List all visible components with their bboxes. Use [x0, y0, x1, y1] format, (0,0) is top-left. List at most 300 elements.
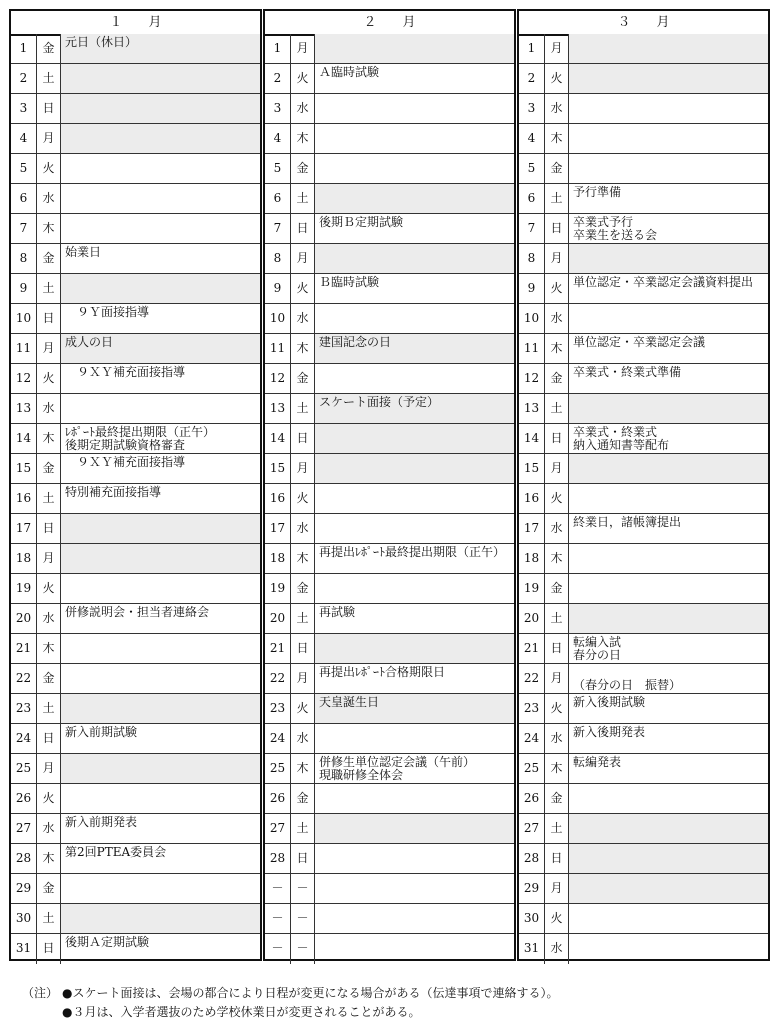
day-number: 16 [265, 484, 291, 513]
weekday: 水 [291, 724, 315, 753]
day-number: － [265, 904, 291, 933]
day-number: 22 [265, 664, 291, 693]
event-text [61, 874, 260, 903]
event-text: 後期Ｂ定期試験 [319, 215, 404, 229]
day-number: 5 [519, 154, 545, 183]
event-text [569, 394, 768, 423]
weekday: 金 [545, 784, 569, 813]
day-row [519, 934, 768, 964]
event-text: ９ＸＹ補充面接指導 [65, 365, 186, 379]
day-number: 26 [11, 784, 37, 813]
event-text [315, 154, 514, 183]
weekday: 月 [291, 664, 315, 693]
event-text [61, 214, 260, 243]
event-text: （春分の日 振替） [573, 678, 682, 692]
event-text [315, 484, 514, 513]
event-text [315, 94, 514, 123]
day-number: － [265, 874, 291, 903]
day-row [519, 154, 768, 184]
day-row [519, 544, 768, 574]
event-text [315, 514, 514, 543]
event-text [569, 304, 768, 333]
month-header: １ 月 [11, 11, 260, 36]
day-row [265, 574, 514, 604]
day-number: 21 [265, 634, 291, 663]
weekday: － [291, 874, 315, 903]
day-row [11, 34, 260, 64]
event-text [569, 484, 768, 513]
weekday: 水 [37, 814, 61, 843]
weekday: 水 [37, 184, 61, 213]
event-text: 卒業式・終業式 納入通知書等配布 [573, 425, 670, 452]
event-text: 建国記念の日 [315, 334, 514, 363]
day-number: 20 [265, 604, 291, 633]
weekday: 木 [37, 214, 61, 243]
day-number: 10 [11, 304, 37, 333]
event-text: 第2回PTEA委員会 [65, 845, 167, 859]
weekday: 月 [37, 124, 61, 153]
weekday: 日 [291, 424, 315, 453]
weekday: 土 [37, 64, 61, 93]
day-row [519, 394, 768, 424]
weekday: 水 [545, 724, 569, 753]
weekday: － [291, 934, 315, 964]
weekday: 土 [37, 484, 61, 513]
day-row [519, 514, 768, 544]
weekday: 木 [545, 754, 569, 783]
day-number: 17 [519, 514, 545, 543]
day-number: 21 [519, 634, 545, 663]
event-text: 再提出ﾚﾎﾟｰﾄ最終提出期限（正午） [319, 545, 506, 559]
day-row [265, 784, 514, 814]
day-row [265, 544, 514, 574]
day-number: 31 [519, 934, 545, 964]
event-text: 併修生単位認定会議（午前） 現職研修全体会 [319, 755, 476, 782]
day-row [11, 814, 260, 844]
day-row [265, 244, 514, 274]
event-text [569, 94, 768, 123]
event-text: 新入後期試験 [573, 695, 646, 709]
day-number: 29 [519, 874, 545, 903]
day-number: 1 [265, 34, 291, 63]
day-row [519, 904, 768, 934]
weekday: 月 [37, 334, 61, 363]
weekday: 火 [545, 904, 569, 933]
event-text [61, 184, 260, 213]
day-number: 26 [519, 784, 545, 813]
month-header: ３ 月 [519, 11, 768, 36]
day-number: 17 [11, 514, 37, 543]
day-number: 25 [11, 754, 37, 783]
event-text [61, 694, 260, 723]
event-text [569, 574, 768, 603]
weekday: 月 [545, 244, 569, 273]
day-number: 10 [265, 304, 291, 333]
weekday: 土 [37, 274, 61, 303]
event-text [61, 664, 260, 693]
day-number: 25 [519, 754, 545, 783]
event-text: 卒業式・終業式準備 [573, 365, 682, 379]
event-text [315, 34, 514, 63]
weekday: 木 [37, 844, 61, 873]
day-number: 9 [265, 274, 291, 303]
day-number: 27 [11, 814, 37, 843]
day-row [265, 754, 514, 784]
day-row [265, 424, 514, 454]
event-text [315, 304, 514, 333]
day-number: 2 [265, 64, 291, 93]
weekday: 木 [291, 754, 315, 783]
weekday: 水 [37, 604, 61, 633]
event-text [315, 724, 514, 753]
weekday: 木 [291, 334, 315, 363]
day-number: 12 [11, 364, 37, 393]
event-text: 始業日 [65, 245, 102, 259]
month-february [263, 9, 516, 961]
day-row [519, 484, 768, 514]
weekday: 木 [37, 424, 61, 453]
day-row [519, 424, 768, 454]
weekday: 火 [37, 784, 61, 813]
weekday: 土 [545, 604, 569, 633]
event-text: 新入前期発表 [65, 815, 138, 829]
day-row [519, 124, 768, 154]
event-text [61, 124, 260, 153]
day-number: 23 [11, 694, 37, 723]
day-row [11, 514, 260, 544]
day-row [265, 634, 514, 664]
day-number: 8 [265, 244, 291, 273]
event-text [569, 844, 768, 873]
day-number: 13 [519, 394, 545, 423]
day-number: 19 [519, 574, 545, 603]
month-header: ２ 月 [265, 11, 514, 36]
day-row [11, 784, 260, 814]
event-text: 単位認定・卒業認定会議資料提出 [573, 275, 754, 289]
day-row [11, 274, 260, 304]
day-number: 4 [265, 124, 291, 153]
day-number: 9 [11, 274, 37, 303]
weekday: 日 [37, 514, 61, 543]
weekday: 月 [37, 544, 61, 573]
day-row [265, 64, 514, 94]
note-item: ●３月は、入学者選抜のため学校休業日が変更されることがある。 [62, 1005, 421, 1019]
day-number: 15 [519, 454, 545, 483]
event-text: 卒業式予行 卒業生を送る会 [573, 215, 658, 242]
day-number: 3 [265, 94, 291, 123]
day-number: 22 [11, 664, 37, 693]
weekday: 水 [545, 304, 569, 333]
day-number: 7 [265, 214, 291, 243]
day-row [265, 904, 514, 934]
day-number: 2 [11, 64, 37, 93]
event-text: 予行準備 [573, 185, 622, 199]
day-row [265, 514, 514, 544]
event-text [61, 514, 260, 543]
weekday: 火 [37, 364, 61, 393]
event-text: 後期Ａ定期試験 [65, 935, 150, 949]
day-row [11, 424, 260, 454]
day-row [265, 124, 514, 154]
day-row [11, 754, 260, 784]
day-row [519, 754, 768, 784]
event-text: ﾚﾎﾟｰﾄ最終提出期限（正午） 後期定期試験資格審査 [65, 425, 216, 452]
event-text [569, 544, 768, 573]
day-number: 27 [265, 814, 291, 843]
day-number: 31 [11, 934, 37, 964]
notes-label: （注） [22, 986, 59, 1000]
event-text [315, 454, 514, 483]
event-text: ９Ｙ面接指導 [65, 305, 150, 319]
day-row [519, 604, 768, 634]
event-text [61, 634, 260, 663]
day-row [265, 364, 514, 394]
day-row [11, 934, 260, 964]
day-number: 1 [519, 34, 545, 63]
day-row [11, 844, 260, 874]
event-text [569, 64, 768, 93]
day-row [11, 244, 260, 274]
day-number: 17 [265, 514, 291, 543]
day-row [519, 574, 768, 604]
event-text [315, 424, 514, 453]
weekday: 火 [545, 274, 569, 303]
day-number: 27 [519, 814, 545, 843]
event-text: Ａ臨時試験 [319, 65, 380, 79]
event-text [315, 904, 514, 933]
weekday: 金 [545, 364, 569, 393]
day-row [11, 304, 260, 334]
day-number: 6 [265, 184, 291, 213]
day-number: 8 [11, 244, 37, 273]
event-text [61, 94, 260, 123]
day-row [519, 64, 768, 94]
day-row [519, 34, 768, 64]
weekday: 火 [545, 484, 569, 513]
weekday: 火 [291, 484, 315, 513]
event-text [569, 604, 768, 633]
day-row [265, 604, 514, 634]
day-row [11, 544, 260, 574]
event-text: 再提出ﾚﾎﾟｰﾄ合格期限日 [319, 665, 446, 679]
weekday: 火 [291, 274, 315, 303]
weekday: 火 [291, 694, 315, 723]
day-row [11, 124, 260, 154]
event-text [315, 184, 514, 213]
day-number: 5 [265, 154, 291, 183]
day-row [11, 694, 260, 724]
event-text: Ｂ臨時試験 [319, 275, 380, 289]
day-row [519, 214, 768, 244]
weekday: 土 [545, 394, 569, 423]
day-row [11, 94, 260, 124]
weekday: 火 [545, 64, 569, 93]
weekday: 土 [545, 814, 569, 843]
day-number: 24 [519, 724, 545, 753]
day-row [11, 454, 260, 484]
day-row [265, 154, 514, 184]
day-number: 18 [11, 544, 37, 573]
weekday: 月 [291, 454, 315, 483]
event-text [569, 934, 768, 964]
day-number: 19 [11, 574, 37, 603]
weekday: 日 [545, 844, 569, 873]
day-row [265, 484, 514, 514]
day-number: 2 [519, 64, 545, 93]
weekday: 金 [545, 574, 569, 603]
day-row [265, 934, 514, 964]
day-number: 14 [11, 424, 37, 453]
day-number: 11 [265, 334, 291, 363]
event-text [61, 904, 260, 933]
weekday: 木 [545, 544, 569, 573]
day-number: 30 [519, 904, 545, 933]
weekday: 火 [545, 694, 569, 723]
day-number: 24 [11, 724, 37, 753]
weekday: 水 [545, 514, 569, 543]
weekday: 土 [545, 184, 569, 213]
weekday: 水 [291, 304, 315, 333]
event-text [315, 364, 514, 393]
day-row [265, 214, 514, 244]
day-row [265, 394, 514, 424]
weekday: 火 [37, 154, 61, 183]
event-text [61, 394, 260, 423]
day-row [11, 184, 260, 214]
event-text [569, 124, 768, 153]
weekday: 日 [291, 844, 315, 873]
day-row [265, 874, 514, 904]
day-row [11, 64, 260, 94]
day-number: 18 [519, 544, 545, 573]
weekday: 金 [291, 364, 315, 393]
day-number: 12 [519, 364, 545, 393]
weekday: 水 [37, 394, 61, 423]
event-text [315, 574, 514, 603]
day-row [265, 184, 514, 214]
weekday: 木 [545, 124, 569, 153]
day-number: 1 [11, 34, 37, 63]
day-number: 20 [11, 604, 37, 633]
event-text [315, 634, 514, 663]
event-text [61, 574, 260, 603]
day-number: 19 [265, 574, 291, 603]
weekday: 土 [291, 184, 315, 213]
weekday: 月 [545, 34, 569, 63]
day-number: 20 [519, 604, 545, 633]
day-number: 24 [265, 724, 291, 753]
day-number: 16 [519, 484, 545, 513]
day-row [519, 94, 768, 124]
day-row [11, 214, 260, 244]
event-text [61, 784, 260, 813]
weekday: 木 [291, 124, 315, 153]
weekday: 金 [37, 244, 61, 273]
day-row [519, 244, 768, 274]
event-text: 新入前期試験 [65, 725, 138, 739]
weekday: 日 [291, 634, 315, 663]
day-number: － [265, 934, 291, 964]
event-text [315, 124, 514, 153]
event-text [315, 244, 514, 273]
day-number: 28 [519, 844, 545, 873]
weekday: 金 [291, 154, 315, 183]
weekday: 土 [291, 394, 315, 423]
weekday: 土 [37, 904, 61, 933]
day-number: 10 [519, 304, 545, 333]
day-row [519, 784, 768, 814]
weekday: 土 [37, 694, 61, 723]
day-row [519, 814, 768, 844]
day-row [11, 664, 260, 694]
day-row [265, 454, 514, 484]
day-number: 29 [11, 874, 37, 903]
event-text [569, 814, 768, 843]
day-row [265, 814, 514, 844]
day-row [519, 874, 768, 904]
day-row [11, 724, 260, 754]
weekday: 金 [291, 784, 315, 813]
event-text: 転編入試 春分の日 [573, 635, 622, 662]
weekday: 金 [37, 664, 61, 693]
day-number: 30 [11, 904, 37, 933]
weekday: 日 [37, 94, 61, 123]
day-number: 23 [265, 694, 291, 723]
weekday: 月 [545, 454, 569, 483]
day-row [519, 454, 768, 484]
day-number: 26 [265, 784, 291, 813]
day-number: 4 [519, 124, 545, 153]
day-row [265, 664, 514, 694]
weekday: 日 [37, 724, 61, 753]
day-number: 11 [11, 334, 37, 363]
day-row [519, 634, 768, 664]
event-text [61, 64, 260, 93]
day-number: 9 [519, 274, 545, 303]
weekday: 日 [37, 934, 61, 964]
day-row [519, 304, 768, 334]
day-number: 11 [519, 334, 545, 363]
calendar-table [9, 9, 770, 961]
weekday: 金 [291, 574, 315, 603]
day-row [11, 154, 260, 184]
day-row [519, 844, 768, 874]
day-number: 4 [11, 124, 37, 153]
day-row [265, 724, 514, 754]
event-text: 特別補充面接指導 [65, 485, 162, 499]
event-text [569, 454, 768, 483]
day-number: 16 [11, 484, 37, 513]
weekday: 月 [545, 664, 569, 693]
day-number: 28 [265, 844, 291, 873]
weekday: 金 [37, 454, 61, 483]
weekday: 日 [37, 304, 61, 333]
day-row [11, 634, 260, 664]
weekday: 日 [291, 214, 315, 243]
event-text: 転編発表 [573, 755, 622, 769]
day-number: 15 [11, 454, 37, 483]
day-number: 14 [519, 424, 545, 453]
month-march [517, 9, 770, 961]
day-number: 6 [11, 184, 37, 213]
day-row [11, 904, 260, 934]
day-number: 15 [265, 454, 291, 483]
day-row [11, 604, 260, 634]
day-number: 25 [265, 754, 291, 783]
event-text: 終業日，諸帳簿提出 [573, 515, 682, 529]
day-number: 7 [519, 214, 545, 243]
weekday: 日 [545, 424, 569, 453]
